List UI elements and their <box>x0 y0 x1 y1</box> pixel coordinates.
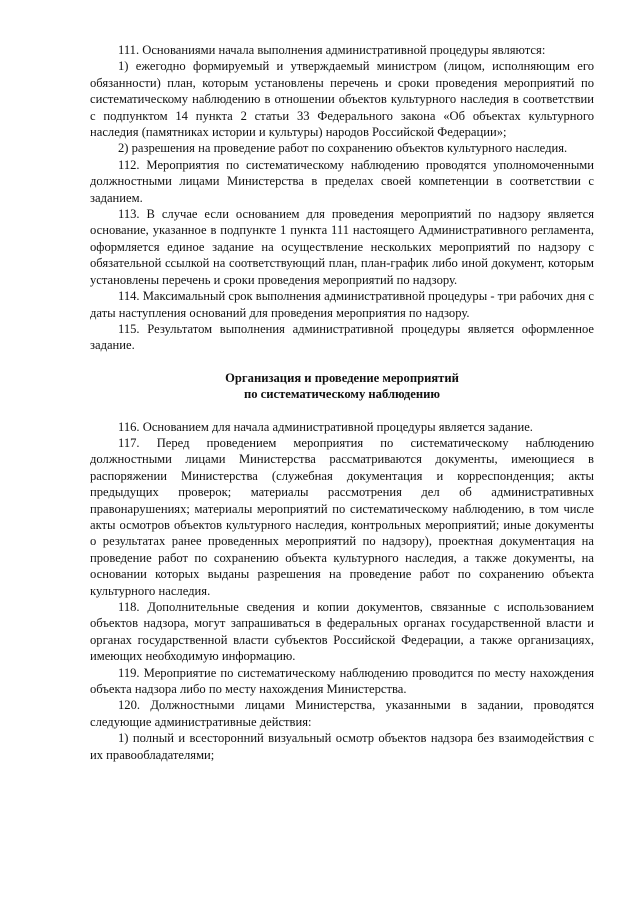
paragraph-111: 111. Основаниями начала выполнения административной процедуры являются: <box>118 43 546 57</box>
paragraph-120: 120. Должностными лицами Министерства, указанными в задании, проводятся следующие административные действия: <box>90 698 594 729</box>
section-assignment <box>90 42 594 354</box>
paragraph-120-item-1: 1) полный и всесторонний визуальный осмотр объектов надзора без взаимодействия с их правообладателями; <box>90 731 594 762</box>
section-heading <box>90 370 594 403</box>
paragraph-112: 112. Мероприятия по систематическому наблюдению проводятся уполномоченными должностными лицами Министерства в пределах своей компетенции в соответствии с заданием. <box>90 157 594 205</box>
paragraph-115: 115. Результатом выполнения административной процедуры является оформленное задание. <box>90 321 594 353</box>
paragraph-117: 117. Перед проведением мероприятия по систематическому наблюдению должностными лицами Министерства рассматриваются документы, имеющиеся в распоряжении Министерства (служебная документация и корреспонденция; акты предыдущих проверок; материалы рассмотрения дел об административных правонарушениях; материалы мероприятий по систематическому наблюдению, в том числе акты осмотров объектов культурного наследия, контрольных мероприятий; иные документы о результатах ранее проведенных мероприятий по надзору), проектная документация на проведение работ по сохранению объекта культурного наследия, а также документы, на основании которых выданы разрешения на проведение работ по сохранению объекта культурного наследия. <box>90 435 594 598</box>
paragraph-111-item-2: 2) разрешения на проведение работ по сохранению объектов культурного наследия. <box>118 141 568 156</box>
paragraph-113: 113. В случае если основанием для проведения мероприятий по надзору является основание, указанное в подпункте 1 пункта 111 настоящего Административного регламента, оформляется единое задание на осуществление нескольких мероприятий по надзору с обязательной ссылкой на соответствующий план, план-график либо иной документ, которым установлены перечень и сроки проведения мероприятий по надзору. <box>90 207 594 287</box>
section-heading-line-2: по систематическому наблюдению <box>243 387 441 402</box>
paragraph-111-item-1: 1) ежегодно формируемый и утверждаемый министром (лицом, исполняющим его обязанности) план, которым установлены перечень и сроки проведения мероприятий по систематическому наблюдению в отношении объектов культурного наследия в соответствии с подпунктом 14 пункта 2 статьи 33 Федерального закона «Об объектах культурного наследия (памятниках истории и культуры) народов Российской Федерации»; <box>90 59 594 140</box>
section-observation <box>90 419 594 764</box>
paragraph-116: 116. Основанием для начала административной процедуры является задание. <box>118 419 533 434</box>
paragraph-119: 119. Мероприятие по систематическому наблюдению проводится по месту нахождения объекта надзора либо по месту нахождения Министерства. <box>90 665 594 697</box>
section-heading-line-1: Организация и проведение мероприятий <box>225 370 459 385</box>
paragraph-118: 118. Дополнительные сведения и копии документов, связанные с использованием объектов надзора, могут запрашиваться в федеральных органах государственной власти и органах государственной власти субъектов Российской Федерации, а также организациях, имеющих необходимую информацию. <box>90 600 594 664</box>
document-page <box>90 42 594 763</box>
paragraph-114: 114. Максимальный срок выполнения административной процедуры - три рабочих дня с даты наступления оснований для проведения мероприятия по надзору. <box>90 289 594 320</box>
